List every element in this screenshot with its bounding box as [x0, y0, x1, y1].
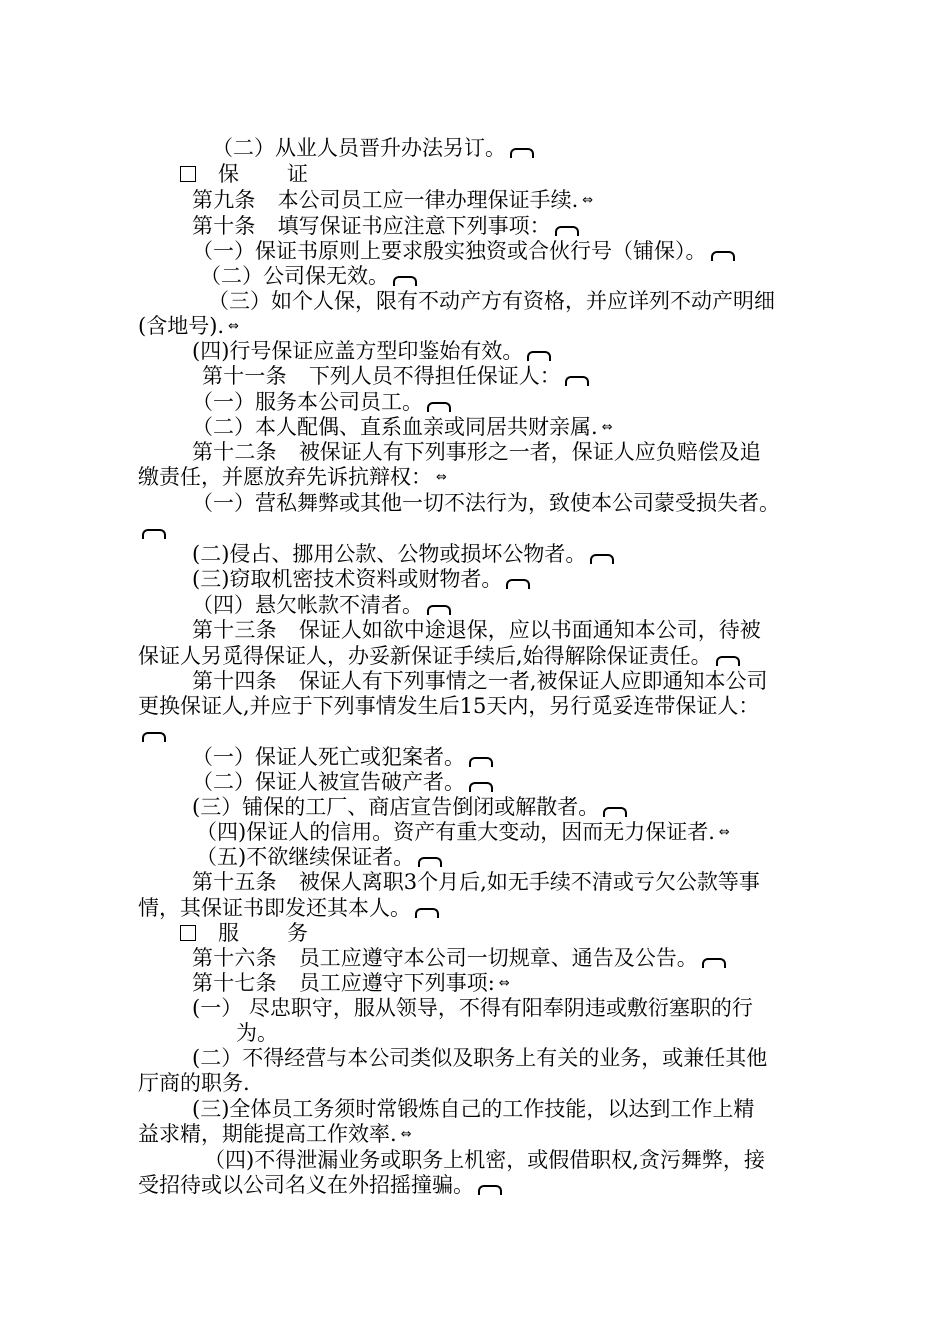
paragraph-mark-icon	[427, 402, 451, 412]
line-break-mark-icon: ⇔	[498, 975, 510, 991]
text-line	[196, 844, 442, 870]
article-line	[192, 439, 761, 465]
text-line	[138, 1172, 502, 1198]
line-text: 保证人有下列事情之一者,被保证人应即通知本公司	[298, 669, 768, 693]
article-line	[192, 945, 726, 971]
text-line	[138, 1121, 412, 1149]
text-line	[138, 895, 439, 921]
paragraph-mark-icon	[510, 148, 534, 158]
section-heading-char: 服	[218, 921, 239, 945]
text-line	[138, 464, 447, 492]
line-text: (含地号).	[138, 314, 225, 338]
section-heading-char: 务	[287, 921, 308, 945]
article-number: 第十六条	[192, 946, 277, 970]
paragraph-mark-icon	[603, 807, 627, 817]
article-line	[192, 617, 761, 643]
section-heading	[180, 920, 308, 946]
text-line	[138, 516, 166, 542]
article-line	[192, 970, 510, 998]
line-text: 受招待或以公司名义在外招摇撞骗。	[138, 1173, 474, 1197]
text-line	[208, 288, 775, 314]
text-line	[138, 1070, 250, 1096]
article-number: 第十五条	[192, 870, 277, 894]
line-text: 厅商的职务.	[138, 1071, 250, 1095]
text-line	[192, 238, 735, 264]
paragraph-mark-icon	[469, 782, 493, 792]
text-line	[192, 744, 493, 770]
line-text: 本公司员工应一律办理保证手续.	[277, 188, 579, 212]
article-line	[192, 213, 579, 239]
text-line	[138, 693, 759, 719]
paragraph-mark-icon	[527, 351, 551, 361]
line-break-mark-icon: ⇔	[582, 192, 594, 208]
line-break-mark-icon: ⇔	[718, 824, 730, 840]
text-line	[236, 1020, 278, 1046]
article-number: 第十一条	[202, 364, 287, 388]
section-heading-char: 保	[218, 162, 239, 186]
paragraph-mark-icon	[565, 376, 589, 386]
article-line	[202, 363, 589, 389]
paragraph-mark-icon	[555, 226, 579, 236]
line-text: （二）本人配偶、直系血亲或同居共财亲属.	[192, 415, 598, 439]
article-number: 第十四条	[192, 669, 277, 693]
line-text: （四）悬欠帐款不清者。	[192, 593, 423, 617]
line-text: （二）从业人员晋升办法另订。	[212, 136, 506, 160]
section-heading	[180, 161, 308, 187]
line-text: (三)窃取机密技术资料或财物者。	[192, 567, 503, 591]
paragraph-mark-icon	[142, 529, 166, 539]
text-line	[138, 719, 166, 745]
line-text: (二）不得经营与本公司类似及职务上有关的业务，或兼任其他	[192, 1046, 768, 1070]
line-text: （一）保证人死亡或犯案者。	[192, 745, 465, 769]
line-text: 员工应遵守本公司一切规章、通告及公告。	[298, 946, 698, 970]
line-break-mark-icon: ⇔	[601, 419, 613, 435]
paragraph-mark-icon	[142, 732, 166, 742]
text-line	[192, 414, 613, 442]
article-line	[192, 668, 768, 694]
line-text: 情，其保证书即发还其本人。	[138, 896, 411, 920]
line-break-mark-icon: ⇔	[228, 318, 239, 334]
line-text: （五)不欲继续保证者。	[196, 845, 415, 869]
text-line	[200, 263, 417, 289]
article-number: 第十二条	[192, 440, 277, 464]
line-text: (四)行号保证应盖方型印鉴始有效。	[192, 339, 524, 363]
text-line	[138, 643, 740, 669]
line-text: (一） 尽忠职守，服从领导，不得有阳奉阴违或敷衍塞职的行	[192, 996, 753, 1020]
line-text: 填写保证书应注意下列事项：	[277, 214, 551, 238]
text-line	[192, 338, 551, 364]
line-text: 缴责任，并愿放弃先诉抗辩权：	[138, 465, 432, 489]
paragraph-mark-icon	[415, 908, 439, 918]
paragraph-mark-icon	[716, 656, 740, 666]
line-text: 益求精，期能提高工作效率.	[138, 1122, 397, 1146]
text-line	[138, 313, 239, 341]
text-line	[192, 566, 530, 592]
checkbox-square-icon	[180, 166, 196, 182]
text-line	[192, 541, 614, 567]
line-text: 被保证人有下列事形之一者，保证人应负赔偿及追	[298, 440, 761, 464]
article-line	[192, 869, 760, 895]
line-text: 保证人另觅得保证人，办妥新保证手续后,始得解除保证责任。	[138, 644, 712, 668]
text-line	[192, 1096, 754, 1122]
text-line	[192, 592, 451, 618]
line-text: （一）营私舞弊或其他一切不法行为，致使本公司蒙受损失者。	[192, 491, 780, 515]
text-line	[192, 794, 627, 820]
line-text: （二）公司保无效。	[200, 264, 389, 288]
line-break-mark-icon: ⇔	[436, 469, 447, 485]
text-line	[192, 769, 493, 795]
line-text: 被保人离职3个月后,如无手续不清或亏欠公款等事	[298, 870, 760, 894]
line-text: (三）铺保的工厂、商店宣告倒闭或解散者。	[192, 795, 600, 819]
paragraph-mark-icon	[506, 579, 530, 589]
article-line	[192, 187, 593, 215]
line-text: （四)保证人的信用。资产有重大变动，因而无力保证者.	[196, 820, 715, 844]
section-heading-char: 证	[287, 162, 308, 186]
text-line	[204, 1147, 765, 1173]
line-text: (三)全体员工务须时常锻炼自己的工作技能，以达到工作上精	[192, 1097, 755, 1121]
line-text: （一）服务本公司员工。	[192, 390, 423, 414]
text-line	[212, 135, 534, 161]
paragraph-mark-icon	[469, 757, 493, 767]
line-text: （三）如个人保，限有不动产方有资格，并应详列不动产明细	[208, 289, 775, 313]
checkbox-square-icon	[180, 925, 196, 941]
text-line	[192, 995, 753, 1021]
paragraph-mark-icon	[418, 857, 442, 867]
paragraph-mark-icon	[590, 554, 614, 564]
line-text: 保证人如欲中途退保，应以书面通知本公司，待被	[298, 618, 761, 642]
line-text: （四)不得泄漏业务或职务上机密，或假借职权,贪污舞弊，接	[204, 1148, 765, 1172]
article-number: 第九条	[192, 188, 256, 212]
text-line	[196, 819, 730, 847]
text-line	[192, 389, 451, 415]
line-break-mark-icon: ⇔	[400, 1126, 412, 1142]
line-text: (二)侵占、挪用公款、公物或损坏公物者。	[192, 542, 587, 566]
paragraph-mark-icon	[478, 1185, 502, 1195]
paragraph-mark-icon	[427, 605, 451, 615]
paragraph-mark-icon	[393, 276, 417, 286]
article-number: 第十七条	[192, 971, 277, 995]
text-line	[192, 490, 780, 516]
line-text: （一）保证书原则上要求殷实独资或合伙行号（铺保）。	[192, 239, 707, 263]
paragraph-mark-icon	[702, 958, 726, 968]
article-number: 第十三条	[192, 618, 277, 642]
paragraph-mark-icon	[711, 251, 735, 261]
text-line	[192, 1045, 767, 1071]
article-number: 第十条	[192, 214, 256, 238]
line-text: 员工应遵守下列事项:	[298, 971, 495, 995]
line-text: 下列人员不得担任保证人：	[308, 364, 561, 388]
line-text: 为。	[236, 1021, 278, 1045]
line-text: （二）保证人被宣告破产者。	[192, 770, 465, 794]
line-text: 更换保证人,并应于下列事情发生后15天内，另行觅妥连带保证人：	[138, 694, 760, 718]
